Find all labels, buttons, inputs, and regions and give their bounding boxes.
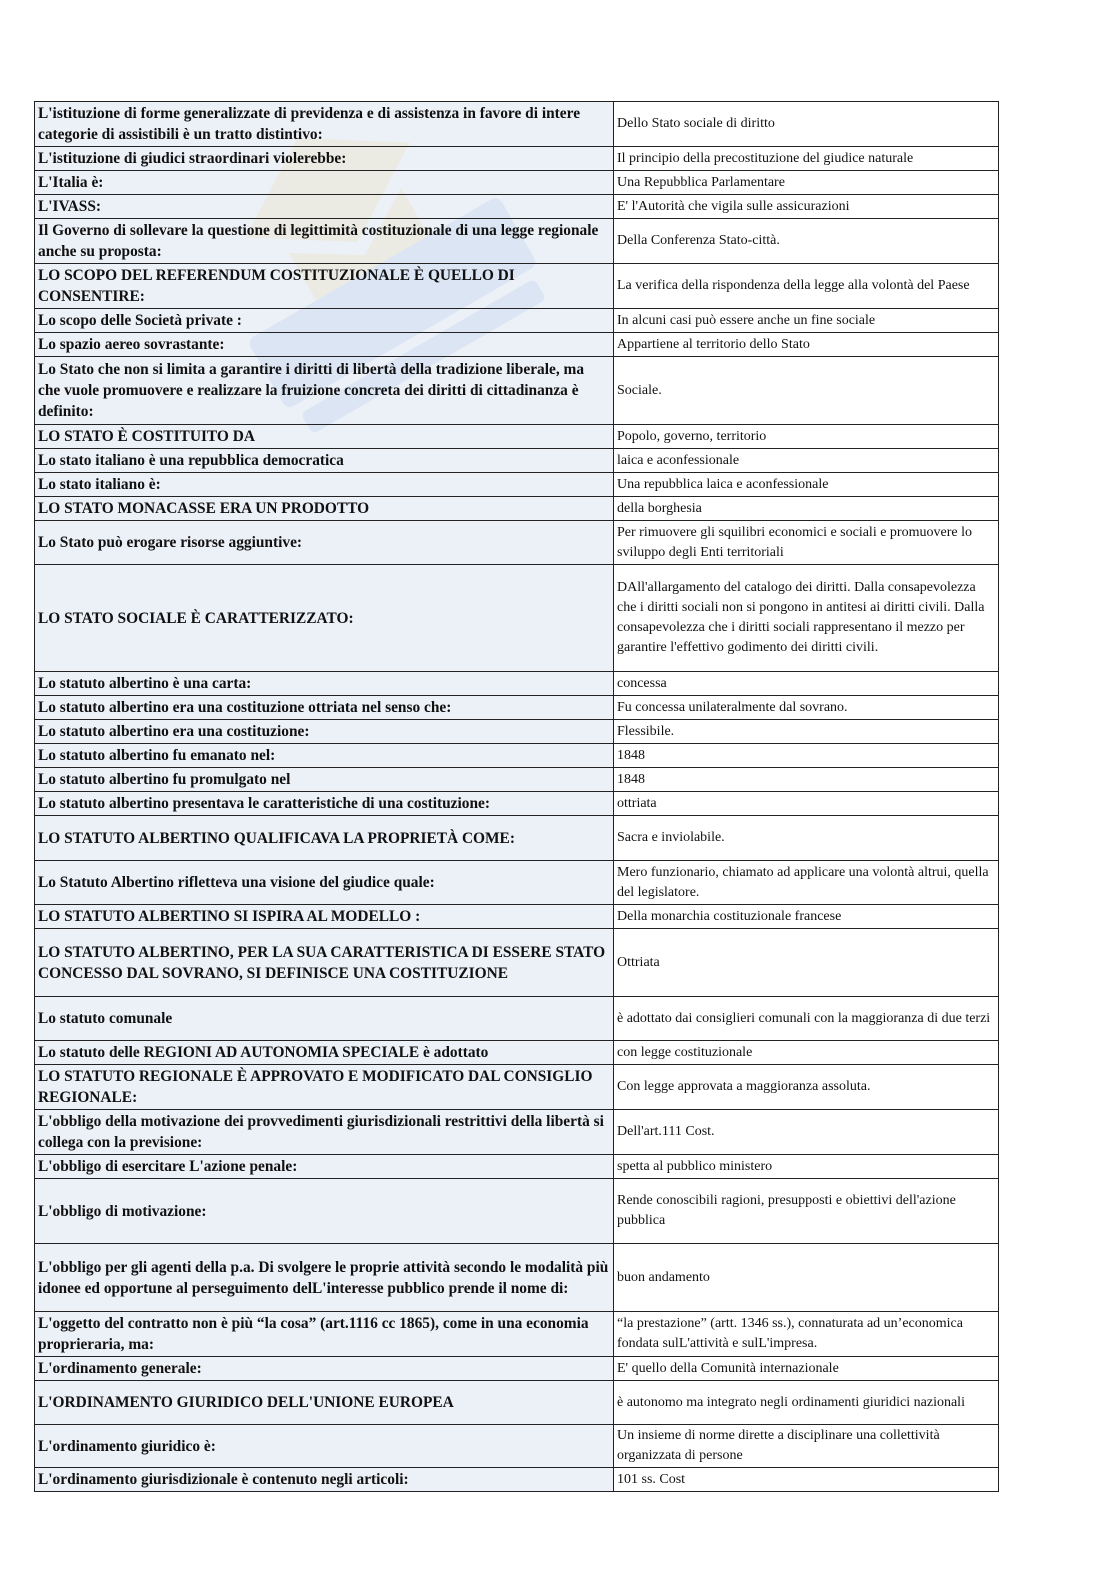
table-row (35, 102, 999, 147)
answer-cell: concessa (614, 672, 999, 696)
question-cell: LO STATO SOCIALE È CARATTERIZZATO: (35, 565, 614, 672)
answer-cell: della borghesia (614, 497, 999, 521)
question-cell: L'ordinamento giurisdizionale è contenuto negli articoli: (35, 1468, 614, 1492)
answer-cell: 101 ss. Cost (614, 1468, 999, 1492)
table-row (35, 1179, 999, 1244)
question-cell: LO STATUTO ALBERTINO QUALIFICAVA LA PROPRIETÀ COME: (35, 816, 614, 861)
answer-cell: laica e aconfessionale (614, 449, 999, 473)
question-cell: Lo stato italiano è: (35, 473, 614, 497)
question-cell: Lo statuto albertino presentava le caratteristiche di una costituzione: (35, 792, 614, 816)
table-row (35, 497, 999, 521)
answer-cell: Della monarchia costituzionale francese (614, 905, 999, 929)
question-cell: L'istituzione di forme generalizzate di previdenza e di assistenza in favore di intere categorie di assistibili è un tratto distintivo: (35, 102, 614, 147)
question-cell: L'istituzione di giudici straordinari violerebbe: (35, 147, 614, 171)
question-cell: LO SCOPO DEL REFERENDUM COSTITUZIONALE È QUELLO DI CONSENTIRE: (35, 264, 614, 309)
table-row (35, 1425, 999, 1468)
answer-cell: Rende conoscibili ragioni, presupposti e obiettivi dell'azione pubblica (614, 1179, 999, 1244)
table-row (35, 792, 999, 816)
question-cell: L'oggetto del contratto non è più “la cosa” (art.1116 cc 1865), come in una economia proprieraria, ma: (35, 1312, 614, 1357)
question-cell: L'ORDINAMENTO GIURIDICO DELL'UNIONE EUROPEA (35, 1381, 614, 1425)
question-cell: L'ordinamento giuridico è: (35, 1425, 614, 1468)
table-row (35, 357, 999, 425)
question-cell: L'ordinamento generale: (35, 1357, 614, 1381)
table-row (35, 861, 999, 905)
question-cell: Lo Stato che non si limita a garantire i diritti di libertà della tradizione liberale, ma che vuole promuovere e realizzare la fruizione concreta dei diritti di cittadinanza è definito: (35, 357, 614, 425)
table-row (35, 696, 999, 720)
question-cell: L'IVASS: (35, 195, 614, 219)
answer-cell: Sacra e inviolabile. (614, 816, 999, 861)
table-row (35, 309, 999, 333)
answer-cell: spetta al pubblico ministero (614, 1155, 999, 1179)
table-row (35, 768, 999, 792)
table-row (35, 473, 999, 497)
qa-table (34, 101, 999, 1492)
question-cell: Lo Stato può erogare risorse aggiuntive: (35, 521, 614, 565)
question-cell: Lo statuto comunale (35, 997, 614, 1041)
table-row (35, 147, 999, 171)
answer-cell: Un insieme di norme dirette a disciplinare una collettività organizzata di persone (614, 1425, 999, 1468)
answer-cell: Il principio della precostituzione del giudice naturale (614, 147, 999, 171)
question-cell: LO STATO MONACASSE ERA UN PRODOTTO (35, 497, 614, 521)
table-row (35, 1381, 999, 1425)
answer-cell: con legge costituzionale (614, 1041, 999, 1065)
question-cell: Lo Statuto Albertino rifletteva una visione del giudice quale: (35, 861, 614, 905)
table-row (35, 171, 999, 195)
table-row (35, 1468, 999, 1492)
question-cell: L'obbligo per gli agenti della p.a. Di svolgere le proprie attività secondo le modalità più idonee ed opportune al perseguimento delL'interesse pubblico prende il nome di: (35, 1244, 614, 1312)
answer-cell: ottriata (614, 792, 999, 816)
question-cell: Lo statuto albertino era una costituzione ottriata nel senso che: (35, 696, 614, 720)
table-row (35, 997, 999, 1041)
question-cell: Lo statuto albertino è una carta: (35, 672, 614, 696)
question-cell: Il Governo di sollevare la questione di legittimità costituzionale di una legge regionale anche su proposta: (35, 219, 614, 264)
table-row (35, 1041, 999, 1065)
answer-cell: Ottriata (614, 929, 999, 997)
question-cell: LO STATUTO ALBERTINO SI ISPIRA AL MODELLO : (35, 905, 614, 929)
table-row (35, 1357, 999, 1381)
table-row (35, 195, 999, 219)
table-row (35, 905, 999, 929)
answer-cell: “la prestazione” (artt. 1346 ss.), connaturata ad un’economica fondata sulL'attività e sulL'impresa. (614, 1312, 999, 1357)
question-cell: Lo scopo delle Società private : (35, 309, 614, 333)
question-cell: Lo statuto albertino fu promulgato nel (35, 768, 614, 792)
question-cell: Lo statuto albertino era una costituzione: (35, 720, 614, 744)
answer-cell: Una Repubblica Parlamentare (614, 171, 999, 195)
table-row (35, 565, 999, 672)
answer-cell: Dell'art.111 Cost. (614, 1110, 999, 1155)
table-row (35, 929, 999, 997)
answer-cell: Mero funzionario, chiamato ad applicare una volontà altrui, quella del legislatore. (614, 861, 999, 905)
answer-cell: è autonomo ma integrato negli ordinamenti giuridici nazionali (614, 1381, 999, 1425)
table-row (35, 816, 999, 861)
question-cell: L'obbligo della motivazione dei provvedimenti giurisdizionali restrittivi della libertà si collega con la previsione: (35, 1110, 614, 1155)
table-row (35, 744, 999, 768)
table-row (35, 1065, 999, 1110)
answer-cell: Per rimuovere gli squilibri economici e sociali e promuovere lo sviluppo degli Enti territoriali (614, 521, 999, 565)
answer-cell: Flessibile. (614, 720, 999, 744)
question-cell: Lo statuto delle REGIONI AD AUTONOMIA SPECIALE è adottato (35, 1041, 614, 1065)
answer-cell: DAll'allargamento del catalogo dei diritti. Dalla consapevolezza che i diritti sociali non si pongono in antitesi ai diritti civili. Dalla consapevolezza che i diritti sociali rappresentano il mezzo per garantire l'effettivo godimento dei diritti civili. (614, 565, 999, 672)
answer-cell: 1848 (614, 744, 999, 768)
question-cell: L'obbligo di esercitare L'azione penale: (35, 1155, 614, 1179)
question-cell: LO STATUTO ALBERTINO, PER LA SUA CARATTERISTICA DI ESSERE STATO CONCESSO DAL SOVRANO, SI DEFINISCE UNA COSTITUZIONE (35, 929, 614, 997)
table-row (35, 1312, 999, 1357)
answer-cell: buon andamento (614, 1244, 999, 1312)
question-cell: LO STATUTO REGIONALE È APPROVATO E MODIFICATO DAL CONSIGLIO REGIONALE: (35, 1065, 614, 1110)
answer-cell: E' l'Autorità che vigila sulle assicurazioni (614, 195, 999, 219)
question-cell: LO STATO È COSTITUITO DA (35, 425, 614, 449)
answer-cell: Della Conferenza Stato-città. (614, 219, 999, 264)
answer-cell: Sociale. (614, 357, 999, 425)
table-row (35, 219, 999, 264)
question-cell: L'obbligo di motivazione: (35, 1179, 614, 1244)
answer-cell: In alcuni casi può essere anche un fine sociale (614, 309, 999, 333)
answer-cell: è adottato dai consiglieri comunali con la maggioranza di due terzi (614, 997, 999, 1041)
table-row (35, 449, 999, 473)
answer-cell: Appartiene al territorio dello Stato (614, 333, 999, 357)
table-row (35, 1110, 999, 1155)
table-row (35, 1155, 999, 1179)
answer-cell: La verifica della rispondenza della legge alla volontà del Paese (614, 264, 999, 309)
table-row (35, 1244, 999, 1312)
table-row (35, 720, 999, 744)
table-row (35, 333, 999, 357)
question-cell: Lo statuto albertino fu emanato nel: (35, 744, 614, 768)
question-cell: Lo stato italiano è una repubblica democratica (35, 449, 614, 473)
table-row (35, 264, 999, 309)
answer-cell: Una repubblica laica e aconfessionale (614, 473, 999, 497)
answer-cell: E' quello della Comunità internazionale (614, 1357, 999, 1381)
answer-cell: Fu concessa unilateralmente dal sovrano. (614, 696, 999, 720)
question-cell: L'Italia è: (35, 171, 614, 195)
table-row (35, 425, 999, 449)
answer-cell: Con legge approvata a maggioranza assoluta. (614, 1065, 999, 1110)
answer-cell: Popolo, governo, territorio (614, 425, 999, 449)
table-row (35, 672, 999, 696)
answer-cell: Dello Stato sociale di diritto (614, 102, 999, 147)
answer-cell: 1848 (614, 768, 999, 792)
question-cell: Lo spazio aereo sovrastante: (35, 333, 614, 357)
table-row (35, 521, 999, 565)
